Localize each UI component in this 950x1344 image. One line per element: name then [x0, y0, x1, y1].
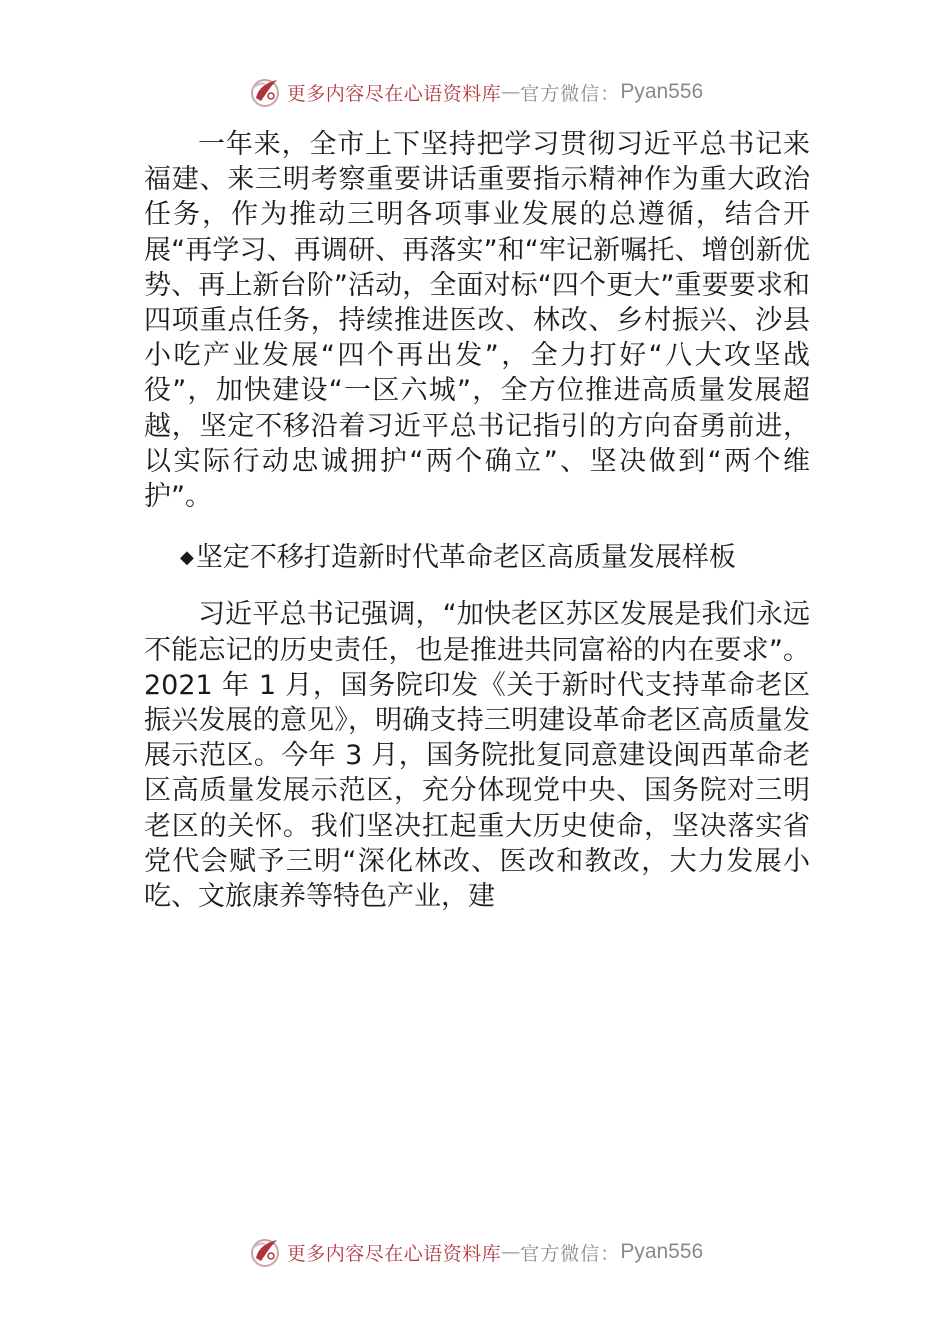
header-brand-text: 更多内容尽在心语资料库	[286, 82, 502, 105]
brand-logo-icon	[247, 74, 283, 110]
section-heading	[144, 540, 810, 575]
footer-banner	[0, 1232, 950, 1272]
footer-separator: —	[501, 1241, 521, 1263]
diamond-bullet-icon: ◆	[180, 547, 194, 569]
footer-brand-text: 更多内容尽在心语资料库	[286, 1242, 502, 1265]
header-banner	[0, 72, 950, 112]
footer-wechat-label: 官方微信：	[520, 1242, 621, 1265]
paragraph-1: 一年来，全市上下坚持把学习贯彻习近平总书记来福建、来三明考察重要讲话重要指示精神作为重大政治任务，作为推动三明各项事业发展的总遵循，结合开展“再学习、再调研、再落实”和“牢记新嘱托、增创新优势、再上新台阶”活动，全面对标“四个更大”重要要求和四项重点任务，持续推进医改、林改、乡村振兴、沙县小吃产业发展“四个再出发”，全力打好“八大攻坚战役”，加快建设“一区六城”，全方位推进高质量发展超越，坚定不移沿着习近平总书记指引的方向奋勇前进，以实际行动忠诚拥护“两个确立”、坚决做到“两个维护”。	[144, 129, 810, 513]
brand-logo-icon	[247, 1234, 283, 1270]
header-wechat-label: 官方微信：	[520, 82, 621, 105]
header-separator: —	[501, 81, 521, 103]
section-heading-text: 坚定不移打造新时代革命老区高质量发展样板	[195, 542, 736, 574]
header-wechat-id: Pyan556	[620, 80, 704, 103]
paragraph-2: 习近平总书记强调，“加快老区苏区发展是我们永远不能忘记的历史责任，也是推进共同富裕的内在要求”。2021 年 1 月，国务院印发《关于新时代支持革命老区振兴发展的意见》，明确支持三明建设革命老区高质量发展示范区。今年 3 月，国务院批复同意建设闽西革命老区高质量发展示范区，充分体现党中央、国务院对三明老区的关怀。我们坚决扛起重大历史使命，坚决落实省党代会赋予三明“深化林改、医改和教改，大力发展小吃、文旅康养等特色产业，建	[144, 599, 810, 913]
document-body	[144, 127, 810, 914]
footer-wechat-id: Pyan556	[620, 1240, 704, 1263]
